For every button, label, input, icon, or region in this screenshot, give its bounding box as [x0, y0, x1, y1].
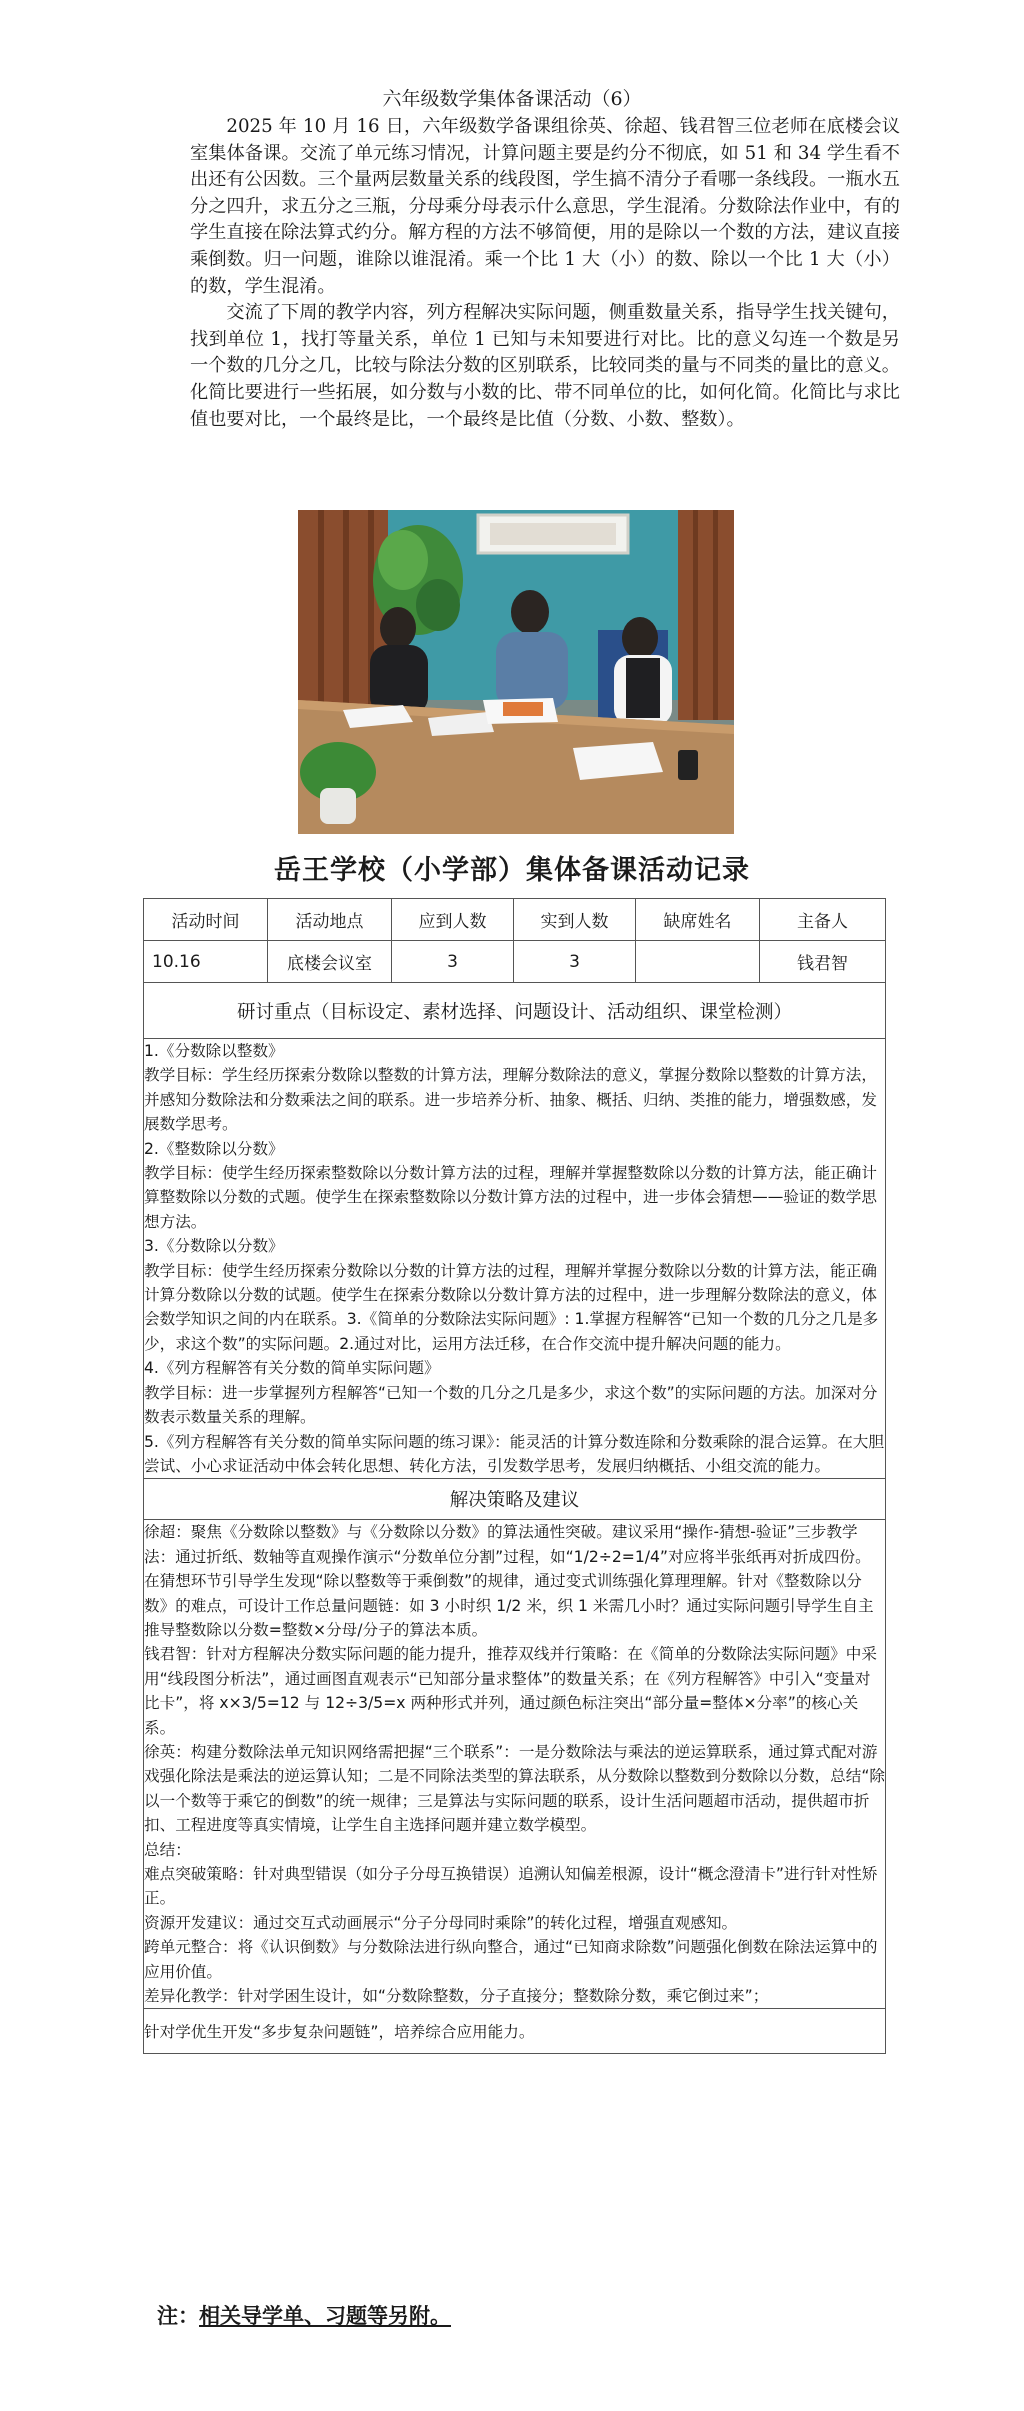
strategy-line: 总结：: [144, 1840, 191, 1859]
strategy-heading: 解决策略及建议: [144, 1479, 886, 1520]
meeting-photo-illustration: [298, 510, 734, 834]
header-activity-time: 活动时间: [144, 899, 268, 941]
focus-line: 4.《列方程解答有关分数的简单实际问题》: [144, 1359, 440, 1378]
strategy-tail-row: [144, 2009, 886, 2054]
strategy-line: 跨单元整合：将《认识倒数》与分数除法进行纵向整合，通过“已知商求除数”问题强化倒数在除法运算中的应用价值。: [144, 1938, 878, 1981]
strategy-content-row: [144, 1520, 886, 2009]
strategy-line: 徐英：构建分数除法单元知识网络需把握“三个联系”：一是分数除法与乘法的逆运算联系，通过算式配对游戏强化除法是乘法的逆运算认知；二是不同除法类型的算法联系，从分数除以整数到分数除以分数，总结“除以一个数等于乘它的倒数”的统一规律；三是算法与实际问题的联系，设计生活问题超市活动，提供超市折扣、工程进度等真实情境，让学生自主选择问题并建立数学模型。: [144, 1742, 885, 1835]
strategy-line: 徐超：聚焦《分数除以整数》与《分数除以分数》的算法通性突破。建议采用“操作-猜想-验证”三步教学法：通过折纸、数轴等直观操作演示“分数单位分割”过程，如“1/2÷2=1/4”对应将半张纸再对折成四份。在猜想环节引导学生发现“除以整数等于乘倒数”的规律，通过变式训练强化算理理解。针对《整数除以分数》的难点，可设计工作总量问题链：如 3 小时织 1/2 米，织 1 米需几小时？通过实际问题引导学生自主推导整数除以分数=整数×分母/分子的算法本质。: [144, 1523, 874, 1639]
table-row: [144, 941, 886, 983]
header-actual-count: 实到人数: [514, 899, 636, 941]
header-expected-count: 应到人数: [392, 899, 514, 941]
focus-line: 5.《列方程解答有关分数的简单实际问题的练习课》：能灵活的计算分数连除和分数乘除的混合运算。在大胆尝试、小心求证活动中体会转化思想、转化方法，引发数学思考，发展归纳概括、小组交流的能力。: [144, 1432, 884, 1475]
cell-absent-names: [636, 941, 760, 983]
strategy-content: [144, 1520, 886, 2009]
focus-content-row: [144, 1039, 886, 1479]
focus-line: 2.《整数除以分数》: [144, 1139, 284, 1158]
cell-lead-preparer: 钱君智: [760, 941, 886, 983]
focus-line: 教学目标：进一步掌握列方程解答“已知一个数的几分之几是多少，求这个数”的实际问题的方法。加深对分数表示数量关系的理解。: [144, 1383, 878, 1427]
focus-line: 教学目标：使学生经历探索整数除以分数计算方法的过程，理解并掌握整数除以分数的计算方法，能正确计算整数除以分数的式题。使学生在探索整数除以分数计算方法的过程中，进一步体会猜想——验证的数学思想方法。: [144, 1164, 877, 1231]
intro-text: [190, 114, 900, 433]
strategy-tail: 针对学优生开发“多步复杂问题链”，培养综合应用能力。: [144, 2009, 886, 2054]
header-absent-names: 缺席姓名: [636, 899, 760, 941]
cell-activity-time: 10.16: [144, 941, 268, 983]
strategy-heading-row: [144, 1479, 886, 1520]
strategy-line: 差异化教学：针对学困生设计，如“分数除整数，分子直接分；整数除分数，乘它倒过来”；: [144, 1987, 769, 2006]
cell-actual-count: 3: [514, 941, 636, 983]
table-header-row: [144, 899, 886, 941]
focus-line: 3.《分数除以分数》: [144, 1237, 284, 1256]
focus-heading: 研讨重点（目标设定、素材选择、问题设计、活动组织、课堂检测）: [144, 983, 886, 1039]
doc-title: 六年级数学集体备课活动（6）: [382, 88, 642, 110]
footer-note: [157, 2300, 451, 2330]
intro-paragraph-1: 2025 年 10 月 16 日，六年级数学备课组徐英、徐超、钱君智三位老师在底楼会议室集体备课。交流了单元练习情况，计算问题主要是约分不彻底，如 51 和 34 学生看不出还有公因数。三个量两层数量关系的线段图，学生搞不清分子看哪一条线段。一瓶水五分之四升，求五分之三瓶，分母乘分母表示什么意思，学生混淆。分数除法作业中，有的学生直接在除法算式约分。解方程的方法不够简便，用的是除以一个数的方法，建议直接乘倒数。归一问题，谁除以谁混淆。乘一个比 1 大（小）的数、除以一个比 1 大（小）的数，学生混淆。: [190, 116, 900, 297]
header-activity-location: 活动地点: [268, 899, 392, 941]
record-table: [143, 898, 886, 2054]
intro-paragraph-2: 交流了下周的教学内容，列方程解决实际问题，侧重数量关系，指导学生找关键句，找到单位 1，找打等量关系，单位 1 已知与未知要进行对比。比的意义勾连一个数是另一个数的几分之几，比较与除法分数的区别联系，比较同类的量与不同类的量比的意义。化简比要进行一些拓展，如分数与小数的比、带不同单位的比，如何化简。化简比与求比值也要对比，一个最终是比，一个最终是比值（分数、小数、整数）。: [190, 302, 900, 430]
strategy-line: 难点突破策略：针对典型错误（如分子分母互换错误）追溯认知偏差根源，设计“概念澄清卡”进行针对性矫正。: [144, 1865, 878, 1908]
focus-line: 教学目标：学生经历探索分数除以整数的计算方法，理解分数除法的意义，掌握分数除以整数的计算方法，并感知分数除法和分数乘法之间的联系。进一步培养分析、抽象、概括、归纳、类推的能力，增强数感，发展数学思考。: [144, 1066, 877, 1134]
footer-note-text: 相关导学单、习题等另附。: [199, 2304, 451, 2328]
header-lead-preparer: 主备人: [760, 899, 886, 941]
focus-line: 1.《分数除以整数》: [144, 1042, 284, 1060]
focus-heading-row: [144, 983, 886, 1039]
focus-content: [144, 1039, 886, 1479]
record-title: 岳王学校（小学部）集体备课活动记录: [274, 855, 750, 886]
meeting-photo: [298, 510, 734, 834]
cell-expected-count: 3: [392, 941, 514, 983]
strategy-line: 钱君智：针对方程解决分数实际问题的能力提升，推荐双线并行策略：在《简单的分数除法实际问题》中采用“线段图分析法”，通过画图直观表示“已知部分量求整体”的数量关系；在《列方程解答》中引入“变量对比卡”，将 x×3/5=12 与 12÷3/5=x 两种形式并列，通过颜色标注突出“部分量=整体×分率”的核心关系。: [144, 1645, 877, 1737]
footer-note-prefix: 注：: [157, 2304, 199, 2328]
strategy-line: 资源开发建议：通过交互式动画展示“分子分母同时乘除”的转化过程，增强直观感知。: [144, 1913, 738, 1932]
focus-line: 教学目标：使学生经历探索分数除以分数的计算方法的过程，理解并掌握分数除以分数的计算方法，能正确计算分数除以分数的试题。使学生在探索分数除以分数计算方法的过程中，进一步理解分数除法的意义，体会数学知识之间的内在联系。3.《简单的分数除法实际问题》: 1.掌握方程解答“已知一个数的几分之几是多少，求这个数”的实际问题。2.通过对比，运用方法迁移，在合作交流中提升解决问题的能力。: [144, 1261, 879, 1353]
cell-activity-location: 底楼会议室: [268, 941, 392, 983]
